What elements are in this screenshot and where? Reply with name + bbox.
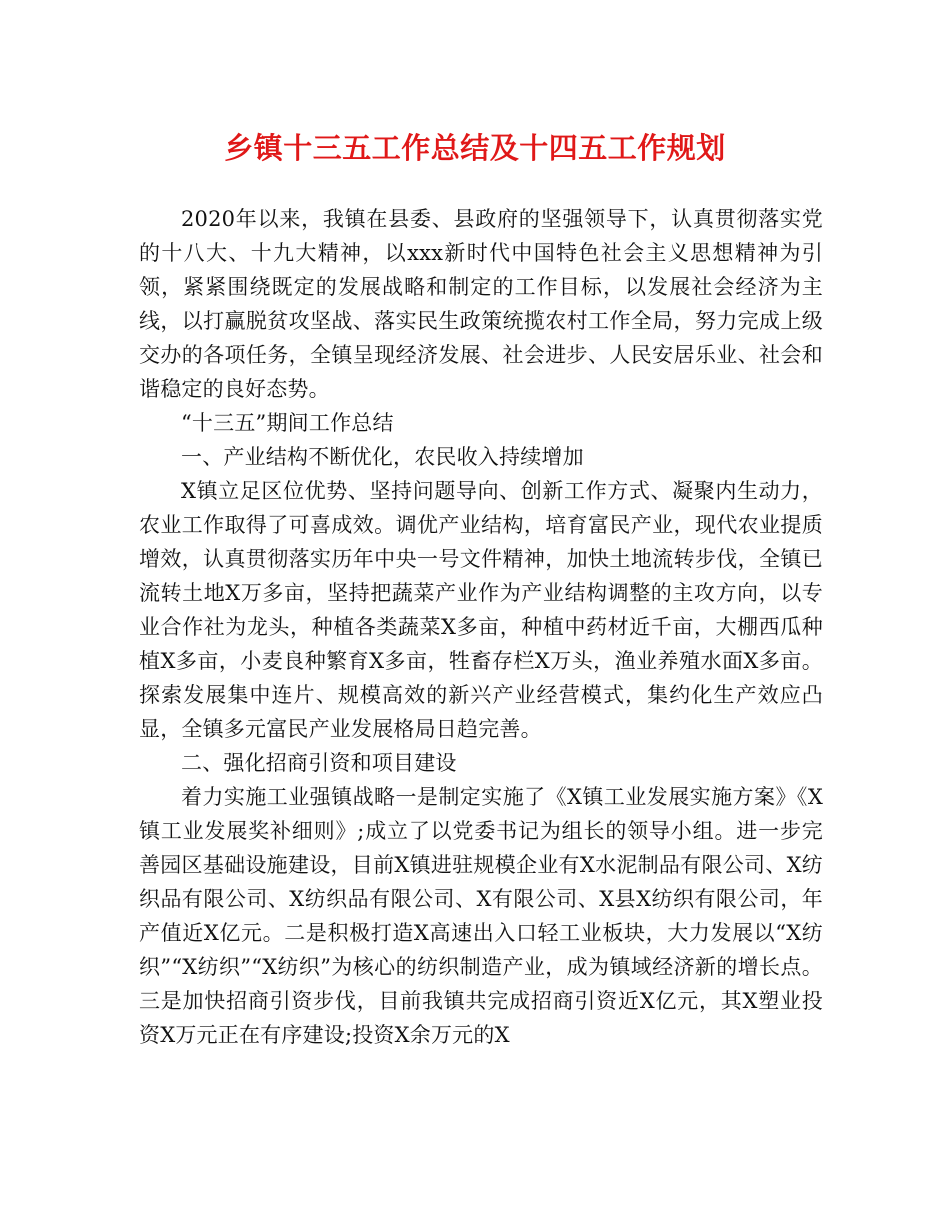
paragraph-industry: X镇立足区位优势、坚持问题导向、创新工作方式、凝聚内生动力，农业工作取得了可喜成效。调优产业结构，培育富民产业，现代农业提质增效，认真贯彻落实历年中央一号文件精神，加快土地流转步伐，全镇已流转土地X万多亩，坚持把蔬菜产业作为产业结构调整的主攻方向，以专业合作社为龙头，种植各类蔬菜X多亩，种植中药材近千亩，大棚西瓜种植X多亩，小麦良种繁育X多亩，牲畜存栏X万头，渔业养殖水面X多亩。探索发展集中连片、规模高效的新兴产业经营模式，集约化生产效应凸显，全镇多元富民产业发展格局日趋完善。 bbox=[139, 479, 823, 741]
section-heading-investment: 二、强化招商引资和项目建设 bbox=[181, 751, 457, 775]
paragraph-intro: 2020年以来，我镇在县委、县政府的坚强领导下，认真贯彻落实党的十八大、十九大精神，以xxx新时代中国特色社会主义思想精神为引领，紧紧围绕既定的发展战略和制定的工作目标，以发展社会经济为主线，以打赢脱贫攻坚战、落实民生政策统揽农村工作全局，努力完成上级交办的各项任务，全镇呈现经济发展、社会进步、人民安居乐业、社会和谐稳定的良好态势。 bbox=[139, 207, 823, 401]
document-title: 乡镇十三五工作总结及十四五工作规划 bbox=[224, 131, 726, 165]
document-body bbox=[139, 202, 823, 1052]
section-heading-summary: “十三五”期间工作总结 bbox=[181, 411, 394, 435]
paragraph-investment: 着力实施工业强镇战略一是制定实施了《X镇工业发展实施方案》《X镇工业发展奖补细则》;成立了以党委书记为组长的领导小组。进一步完善园区基础设施建设，目前X镇进驻规模企业有X水泥制品有限公司、X纺织品有限公司、X纺织品有限公司、X有限公司、X县X纺织有限公司，年产值近X亿元。二是积极打造X高速出入口轻工业板块，大力发展以“X纺织”“X纺织”“X纺织”为核心的纺织制造产业，成为镇域经济新的增长点。三是加快招商引资步伐，目前我镇共完成招商引资近X亿元，其X塑业投资X万元正在有序建设;投资X余万元的X bbox=[139, 785, 823, 1047]
section-heading-industry: 一、产业结构不断优化，农民收入持续增加 bbox=[181, 445, 584, 469]
